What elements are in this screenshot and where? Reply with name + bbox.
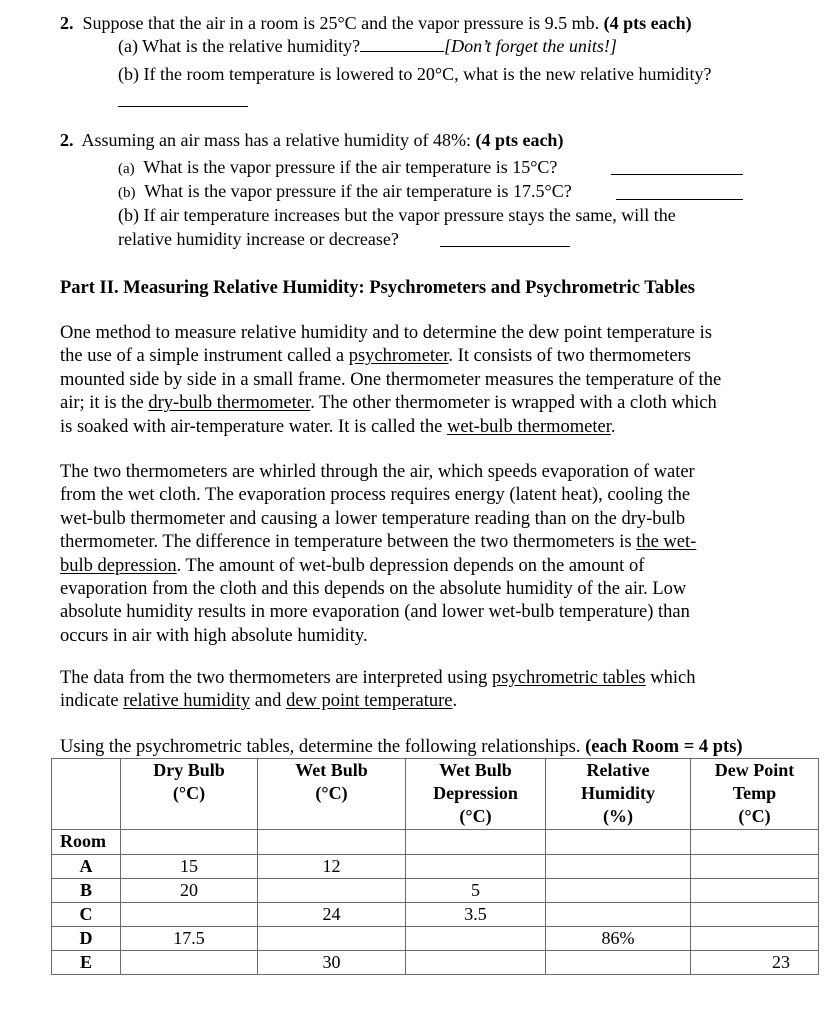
p3-line1-a: The data from the two thermometers are interpreted using — [60, 668, 493, 688]
p1-line2-b: . It consists of two thermometers — [448, 346, 691, 367]
table-header-row — [52, 759, 819, 830]
p2-line1: The two thermometers are whirled through the air, which speeds evaporation of water — [60, 462, 695, 482]
header-rh-line2: Humidity — [580, 783, 655, 803]
p1-line4-b: . The other thermometer is wrapped with a cloth which — [310, 393, 717, 414]
dry-bulb-cell[interactable] — [121, 903, 258, 927]
table-intro-points: (each Room = 4 pts) — [585, 737, 743, 757]
p1-line4 — [60, 392, 790, 415]
header-empty — [52, 759, 121, 830]
q2b-text: What is the vapor pressure if the air temperature is 17.5°C? — [144, 181, 572, 201]
q2-part-b — [118, 180, 572, 204]
relative-humidity-cell[interactable]: 86% — [546, 927, 691, 951]
header-depression-line3: (°C) — [459, 806, 492, 826]
part2-heading: Part II. Measuring Relative Humidity: Psychrometers and Psychrometric Tables — [60, 278, 695, 298]
room-cell-empty — [121, 830, 258, 855]
q1-points: (4 pts each) — [603, 13, 692, 33]
p2-line7: absolute humidity results in more evaporation (and lower wet-bulb temperature) than — [60, 602, 690, 623]
p2-line4 — [60, 531, 790, 554]
q2b-answer-blank[interactable] — [616, 199, 743, 200]
wet-bulb-cell[interactable] — [258, 927, 406, 951]
p2-line3: wet-bulb thermometer and causing a lower temperature reading than on the dry-bulb — [60, 508, 686, 529]
p2-line8: occurs in air with high absolute humidity. — [60, 625, 368, 646]
paragraph-wet-bulb-depression — [60, 461, 790, 648]
p2-line2: from the wet cloth. The evaporation process requires energy (latent heat), cooling the — [60, 485, 691, 506]
room-id: A — [52, 855, 121, 879]
term-relative-humidity: relative humidity — [123, 691, 251, 712]
q2-points: (4 pts each) — [475, 130, 564, 150]
header-dew-line3: (°C) — [738, 806, 771, 826]
header-dry-bulb-line2: (°C) — [172, 783, 206, 803]
q2-header — [60, 129, 563, 151]
p3-line1-b: which — [645, 668, 696, 688]
depression-cell[interactable]: 5 — [406, 879, 546, 903]
q2-number: 2. — [60, 130, 74, 150]
term-wet-bulb: wet-bulb thermometer — [446, 416, 611, 437]
p2-line5 — [60, 555, 790, 578]
p3-line2-m: and — [250, 691, 287, 712]
room-cell-empty — [546, 830, 691, 855]
q1-part-b: (b) If the room temperature is lowered to 20°C, what is the new relative humidity? — [118, 64, 712, 84]
p1-line5-a: is soaked with air-temperature water. It is called the — [60, 416, 447, 437]
p1-line3: mounted side by side in a small frame. One thermometer measures the temperature of the — [60, 369, 722, 390]
table-row-room-b — [52, 879, 819, 903]
p1-line2-a: the use of a simple instrument called a — [60, 346, 349, 367]
header-dry-bulb-line1: Dry Bulb — [153, 760, 225, 780]
p1-line2 — [60, 345, 790, 368]
term-psychrometer: psychrometer — [348, 346, 449, 367]
dew-point-cell[interactable]: 23 — [691, 951, 819, 975]
header-depression-line2: Depression — [433, 783, 518, 803]
q2c-answer-blank[interactable] — [440, 246, 570, 247]
table-row-room-e — [52, 951, 819, 975]
paragraph-psychrometer — [60, 322, 790, 439]
p2-line5-b: . The amount of wet-bulb depression depends on the amount of — [176, 555, 645, 576]
relative-humidity-cell[interactable] — [546, 855, 691, 879]
header-wet-bulb-line2: (°C) — [315, 783, 348, 803]
header-wet-bulb — [258, 759, 406, 830]
room-id: E — [52, 951, 121, 975]
q2-part-c-line2: relative humidity increase or decrease? — [118, 229, 399, 249]
wet-bulb-cell[interactable] — [258, 879, 406, 903]
table-intro-text: Using the psychrometric tables, determine the following relationships. — [60, 737, 581, 757]
term-psychrometric-tables: psychrometric tables — [492, 668, 646, 688]
dew-point-cell[interactable] — [691, 879, 819, 903]
p3-line1 — [60, 667, 790, 690]
p1-line4-a: air; it is the — [60, 393, 149, 414]
paragraph-psychrometric-tables — [60, 667, 790, 714]
table-room-label-row — [52, 830, 819, 855]
dry-bulb-cell[interactable]: 17.5 — [121, 927, 258, 951]
p2-line6: evaporation from the cloth and this depends on the absolute humidity of the air. Low — [60, 579, 687, 600]
p3-line2-a: indicate — [60, 691, 124, 712]
q1a-answer-blank[interactable] — [360, 37, 444, 52]
relative-humidity-cell[interactable] — [546, 879, 691, 903]
relative-humidity-cell[interactable] — [546, 951, 691, 975]
q2a-label: (a) — [118, 161, 135, 177]
q1-text: Suppose that the air in a room is 25°C and the vapor pressure is 9.5 mb. — [82, 13, 600, 33]
term-dew-point: dew point temperature — [286, 691, 453, 712]
q2b-label: (b) — [118, 185, 136, 201]
dry-bulb-cell[interactable] — [121, 951, 258, 975]
q2a-text: What is the vapor pressure if the air temperature is 15°C? — [143, 157, 558, 177]
q1-header — [60, 12, 692, 34]
dry-bulb-cell[interactable]: 20 — [121, 879, 258, 903]
dry-bulb-cell[interactable]: 15 — [121, 855, 258, 879]
dew-point-cell[interactable] — [691, 855, 819, 879]
wet-bulb-cell[interactable]: 30 — [258, 951, 406, 975]
psychrometric-table — [51, 758, 819, 975]
q1a-text: (a) What is the relative humidity? — [118, 36, 361, 56]
q1b-answer-blank[interactable] — [118, 106, 248, 107]
room-cell-empty — [406, 830, 546, 855]
header-dry-bulb — [121, 759, 258, 830]
depression-cell[interactable] — [406, 855, 546, 879]
room-id: B — [52, 879, 121, 903]
table-row-room-a — [52, 855, 819, 879]
dew-point-cell[interactable] — [691, 903, 819, 927]
p1-line1: One method to measure relative humidity and to determine the dew point temperature is — [60, 323, 712, 343]
header-dew-line2: Temp — [732, 783, 777, 803]
depression-cell[interactable] — [406, 951, 546, 975]
q1a-units-note: [Don’t forget the units!] — [444, 36, 617, 56]
q2a-answer-blank[interactable] — [611, 174, 743, 175]
header-wet-bulb-depression — [406, 759, 546, 830]
header-rh-line3: (%) — [603, 806, 633, 826]
p3-line2-b: . — [452, 691, 458, 712]
table-row-room-c — [52, 903, 819, 927]
header-dew-line1: Dew Point — [714, 760, 795, 780]
term-dry-bulb: dry-bulb thermometer — [148, 393, 311, 414]
q2-part-c-line1: (b) If air temperature increases but the vapor pressure stays the same, will the — [118, 205, 676, 225]
q2-text: Assuming an air mass has a relative humidity of 48%: — [81, 130, 471, 150]
depression-cell[interactable] — [406, 927, 546, 951]
room-cell-empty — [691, 830, 819, 855]
p1-line5 — [60, 416, 790, 439]
dew-point-cell[interactable] — [691, 927, 819, 951]
p1-line5-b: . — [610, 416, 616, 437]
room-id: C — [52, 903, 121, 927]
depression-cell[interactable]: 3.5 — [406, 903, 546, 927]
term-wet-bulb-depression-2: bulb depression — [60, 555, 177, 576]
term-wet-bulb-depression-1: the wet- — [636, 532, 697, 553]
q1-part-a — [118, 35, 617, 57]
wet-bulb-cell[interactable]: 12 — [258, 855, 406, 879]
room-label: Room — [52, 830, 121, 855]
header-dew-point — [691, 759, 819, 830]
q1-number: 2. — [60, 13, 74, 33]
header-rh-line1: Relative — [586, 760, 650, 780]
table-row-room-d — [52, 927, 819, 951]
room-id: D — [52, 927, 121, 951]
room-cell-empty — [258, 830, 406, 855]
wet-bulb-cell[interactable]: 24 — [258, 903, 406, 927]
header-relative-humidity — [546, 759, 691, 830]
header-wet-bulb-line1: Wet Bulb — [295, 760, 368, 780]
relative-humidity-cell[interactable] — [546, 903, 691, 927]
p3-line2 — [60, 690, 790, 713]
q2-part-a — [118, 156, 557, 180]
table-intro — [60, 736, 743, 758]
header-depression-line1: Wet Bulb — [439, 760, 512, 780]
p2-line4-a: thermometer. The difference in temperature between the two thermometers is — [60, 532, 637, 553]
